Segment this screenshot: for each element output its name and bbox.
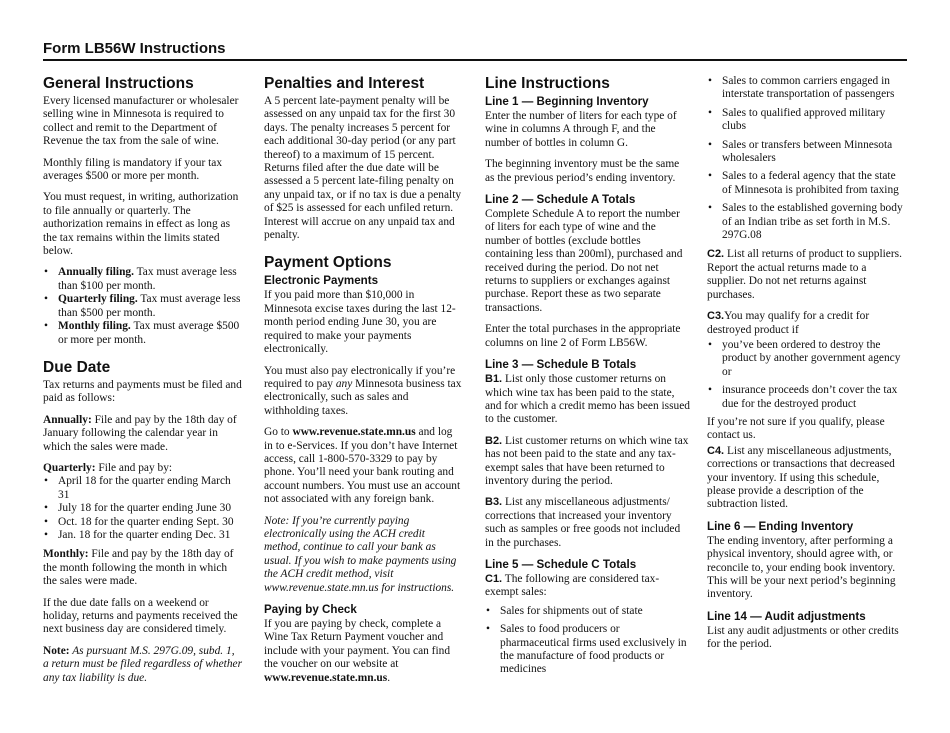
heading-line-5: Line 5 — Schedule C Totals: [485, 557, 637, 571]
text-fragment: and log in to e-Services. If you don’t have Internet access, call 1-800-570-3329 to pay by phone. You’ll need your bank routing and account numbers. You must use an account not associated with any foreign bank.: [264, 426, 461, 506]
line6-paragraph: The ending inventory, after performing a physical inventory, should agree with, or reconcile to, your ending book inventory. This will be your next period’s beginning inventory.: [707, 534, 896, 601]
list-item: [43, 320, 243, 347]
ach-note: [264, 515, 464, 595]
option-label: Quarterly filing.: [58, 293, 138, 306]
list-item: • Sales to common carriers engaged in interstate transportation of passengers: [707, 75, 907, 102]
due-weekend: If the due date falls on a weekend or holiday, returns and payments received the next business day are considered timely.: [43, 596, 238, 636]
list-item: • Sales to the established governing body of an Indian tribe as set forth in M.S. 297G.08: [707, 202, 907, 242]
c3-text: You may qualify for a credit for destroyed product if: [707, 310, 870, 336]
c1-paragraph: [485, 573, 690, 600]
code-b1: B1.: [485, 373, 503, 386]
c1-text: The following are considered tax-exempt sales:: [485, 572, 660, 599]
option-text: Tax must average less than $100 per month.: [58, 266, 237, 292]
b2-text: List customer returns on which wine tax has not been paid to the state and any tax-exempt sales that have been returned to inventory during the period.: [485, 434, 689, 487]
heading-electronic-payments: Electronic Payments: [264, 274, 379, 288]
list-item: • July 18 for the quarter ending June 30: [43, 502, 243, 515]
heading-due-date: Due Date: [43, 358, 111, 376]
code-b3: B3.: [485, 496, 503, 509]
c2-text: List all returns of product to suppliers. Report the actual returns made to a supplier. Do not net returns against purchases.: [707, 248, 902, 301]
code-c4: C4.: [707, 444, 725, 457]
destroyed-product-list: [707, 339, 907, 411]
option-text: Tax must average $500 or more per month.: [58, 320, 240, 346]
note-text: As pursuant M.S. 297G.09, subd. 1, a return must be filed regardless of whether any tax liability is due.: [43, 644, 243, 684]
heading-paying-by-check: Paying by Check: [264, 603, 357, 616]
due-quarterly: [43, 462, 243, 475]
c4-text: List any miscellaneous adjustments, corrections or transactions that decreased your inventory. If using this schedule, please provide a description of the subtraction listed.: [707, 444, 895, 511]
text-fragment: Minnesota business tax electronically, such as sales and withholding taxes.: [264, 377, 462, 417]
list-item: • Jan. 18 for the quarter ending Dec. 31: [43, 529, 243, 542]
heading-line-1: Line 1 — Beginning Inventory: [485, 95, 649, 108]
heading-general-instructions: General Instructions: [43, 75, 194, 92]
heading-line-14: Line 14 — Audit adjustments: [707, 609, 866, 623]
list-item: [43, 266, 243, 293]
list-item: • April 18 for the quarter ending March 31: [43, 475, 243, 502]
penalties-text: A 5 percent late-payment penalty will be assessed on any unpaid tax for the first 30 days. The penalty increases 5 percent for each additional 30-day period (or any part thereof) to a maximum of 15 percent. Returns filed after the due date will be assessed a 5 percent late-filing penalty on any unpaid tax, or if no tax is due a penalty of $25 is assessed for each unfiled return. Interest will accrue on any unpaid tax and penalty.: [264, 95, 462, 242]
check-paragraph: [264, 618, 464, 685]
b1-paragraph: [485, 373, 690, 427]
due-annually: [43, 414, 243, 454]
list-item: • Sales to qualified approved military clubs: [707, 107, 907, 134]
general-paragraph-3: You must request, in writing, authorization to file annually or quarterly. The authorization remains in effect as long as the tax remains within the limits stated below.: [43, 191, 239, 258]
line1-paragraph-2: The beginning inventory must be the same as the previous period’s ending inventory.: [485, 158, 680, 184]
b3-paragraph: [485, 496, 690, 550]
note-label: Note:: [43, 644, 70, 657]
annually-label: Annually:: [43, 413, 92, 426]
electronic-paragraph-2: [264, 365, 464, 419]
text-fragment: .: [387, 671, 391, 684]
quarters-list: [43, 475, 243, 542]
ach-note-text: Note: If you’re currently paying electronically using the ACH credit method, continue to call your bank as usual. If you wish to make payments using the ACH credit method, visit www.revenue.state.mn.us for instructions.: [264, 514, 457, 594]
option-label: Monthly filing.: [58, 320, 131, 333]
column-general: [43, 75, 243, 693]
c3-paragraph: [707, 310, 907, 337]
heading-penalties: Penalties and Interest: [264, 75, 425, 92]
b1-text: List only those customer returns on which wine tax has been paid to the state, and for which a credit memo has been issued to the customer.: [485, 373, 690, 426]
exempt-sales-list-a: [485, 605, 690, 677]
line2-paragraph-2: Enter the total purchases in the appropriate columns on line 2 of Form LB56W.: [485, 323, 681, 349]
monthly-label: Monthly:: [43, 548, 89, 561]
electronic-paragraph-1: If you paid more than $10,000 in Minnesota excise taxes during the last 12-month period ending June 30, you are required to make your payments electronically.: [264, 289, 456, 356]
list-item: • you’ve been ordered to destroy the product by another government agency or: [707, 339, 907, 379]
electronic-paragraph-3: [264, 426, 464, 506]
column-penalties-payment: [264, 75, 464, 693]
list-item: • Sales for shipments out of state: [485, 605, 690, 618]
column-line-instructions-cont: [707, 75, 907, 660]
heading-payment-options: Payment Options: [264, 254, 392, 272]
quarterly-label: Quarterly:: [43, 461, 96, 474]
b2-paragraph: [485, 435, 690, 489]
list-item: • insurance proceeds don’t cover the tax due for the destroyed product: [707, 384, 907, 411]
title-divider: [43, 59, 907, 61]
heading-line-2: Line 2 — Schedule A Totals: [485, 193, 636, 207]
text-fragment: If you are paying by check, complete a Wine Tax Return Payment voucher and include with your payment. You can find the voucher on our website at: [264, 618, 451, 671]
due-date-intro: Tax returns and payments must be filed and paid as follows:: [43, 378, 242, 405]
page-title: Form LB56W Instructions: [43, 40, 226, 57]
general-paragraph-1: Every licensed manufacturer or wholesaler selling wine in Minnesota is required to collect and remit to the Department of Revenue the tax from the sale of wine.: [43, 95, 239, 148]
code-c2: C2.: [707, 248, 725, 261]
b3-text: List any miscellaneous adjustments/ corrections that increased your inventory such as samples or free goods not included in the purchases.: [485, 496, 681, 549]
line2-paragraph-1: Complete Schedule A to report the number of liters for each type of wine and the number of bottles (exclude bottles containing less than 200ml), purchased and received during the period. Do not net returns to suppliers or exchanges against purchase. Report these as two separate transactions.: [485, 208, 683, 314]
heading-line-6: Line 6 — Ending Inventory: [707, 519, 854, 533]
column-line-instructions: [485, 75, 690, 683]
quarterly-text: File and pay by:: [95, 461, 173, 474]
text-fragment: Go to: [264, 426, 293, 439]
emphasis-any: any: [335, 377, 353, 390]
list-item: • Sales or transfers between Minnesota wholesalers: [707, 139, 907, 166]
due-monthly: [43, 548, 243, 588]
code-b2: B2.: [485, 434, 503, 447]
code-c1: C1.: [485, 572, 503, 585]
due-note: [43, 645, 243, 685]
heading-line-3: Line 3 — Schedule B Totals: [485, 358, 637, 372]
filing-options-list: [43, 266, 243, 346]
line14-paragraph: List any audit adjustments or other credits for the period.: [707, 624, 899, 651]
list-item: • Sales to a federal agency that the state of Minnesota is prohibited from taxing: [707, 170, 907, 197]
code-c3: C3.: [707, 310, 725, 323]
heading-line-instructions: Line Instructions: [485, 75, 610, 92]
list-item: [43, 293, 243, 320]
list-item: • Oct. 18 for the quarter ending Sept. 30: [43, 516, 243, 529]
exempt-sales-list-b: [707, 75, 907, 242]
line1-paragraph-1: Enter the number of liters for each type of wine in columns A through F, and the number of bottles in column G.: [485, 110, 677, 149]
option-label: Annually filing.: [58, 266, 134, 279]
c4-paragraph: [707, 445, 907, 512]
c3-after: If you’re not sure if you qualify, please contact us.: [707, 415, 885, 442]
option-text: Tax must average less than $500 per month.: [58, 293, 241, 319]
revenue-website-link[interactable]: www.revenue.state.mn.us: [264, 671, 388, 684]
list-item: • Sales to food producers or pharmaceutical firms used exclusively in the manufacture of food products or medicines: [485, 623, 690, 677]
c2-paragraph: [707, 248, 907, 302]
general-paragraph-2: Monthly filing is mandatory if your tax averages $500 or more per month.: [43, 156, 223, 183]
revenue-website-link[interactable]: www.revenue.state.mn.us: [292, 426, 416, 439]
text-fragment: You must also pay electronically if you’re required to pay: [264, 364, 456, 390]
annually-text: File and pay by the 18th day of January following the calendar year in which the sales were made.: [43, 413, 237, 453]
monthly-text: File and pay by the 18th day of the month following the month in which the sales were made.: [43, 548, 234, 588]
